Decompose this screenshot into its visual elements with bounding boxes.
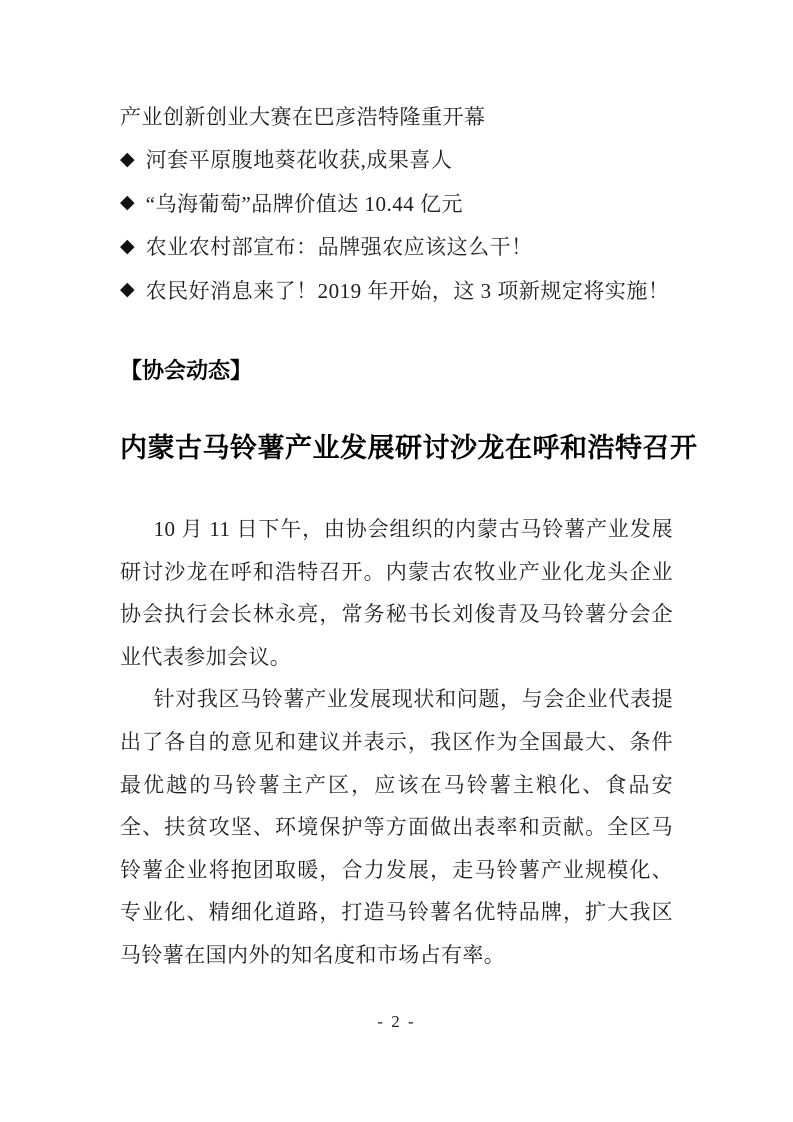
article-paragraph: 10 月 11 日下午，由协会组织的内蒙古马铃薯产业发展研讨沙龙在呼和浩特召开。内蒙古农牧业产业化龙头企业协会执行会长林永亮，常务秘书长刘俊青及马铃薯分会企业代表参加会议。 — [120, 517, 673, 669]
diamond-bullet-icon: ◆ — [120, 279, 135, 301]
news-item-text: 产业创新创业大赛在巴彦浩特隆重开幕 — [120, 104, 486, 129]
article-body — [120, 508, 673, 977]
diamond-bullet-icon: ◆ — [120, 192, 135, 214]
news-list-item — [120, 138, 673, 182]
article-title: 内蒙古马铃薯产业发展研讨沙龙在呼和浩特召开 — [120, 433, 698, 463]
news-list — [120, 94, 673, 312]
article-paragraph: 针对我区马铃薯产业发展现状和问题，与会企业代表提出了各自的意见和建议并表示，我区作为全国最大、条件最优越的马铃薯主产区，应该在马铃薯主粮化、食品安全、扶贫攻坚、环境保护等方面做出表率和贡献。全区马铃薯企业将抱团取暖，合力发展，走马铃薯产业规模化、专业化、精细化道路，打造马铃薯名优特品牌，扩大我区马铃薯在国内外的知名度和市场占有率。 — [120, 687, 673, 967]
diamond-bullet-icon: ◆ — [120, 235, 135, 257]
news-item-text: “乌海葡萄”品牌价值达 10.44 亿元 — [145, 191, 464, 216]
section-header: 【协会动态】 — [120, 358, 253, 383]
news-list-item — [120, 181, 673, 225]
page-number: - 2 - — [377, 1012, 416, 1031]
news-list-continuation-line — [120, 94, 673, 138]
news-list-item — [120, 268, 673, 312]
diamond-bullet-icon: ◆ — [120, 148, 135, 170]
news-list-item — [120, 225, 673, 269]
news-item-text: 农业农村部宣布：品牌强农应该这么干！ — [145, 235, 533, 260]
news-item-text: 河套平原腹地葵花收获,成果喜人 — [145, 148, 453, 173]
news-item-text: 农民好消息来了！2019 年开始，这 3 项新规定将实施！ — [145, 278, 670, 303]
